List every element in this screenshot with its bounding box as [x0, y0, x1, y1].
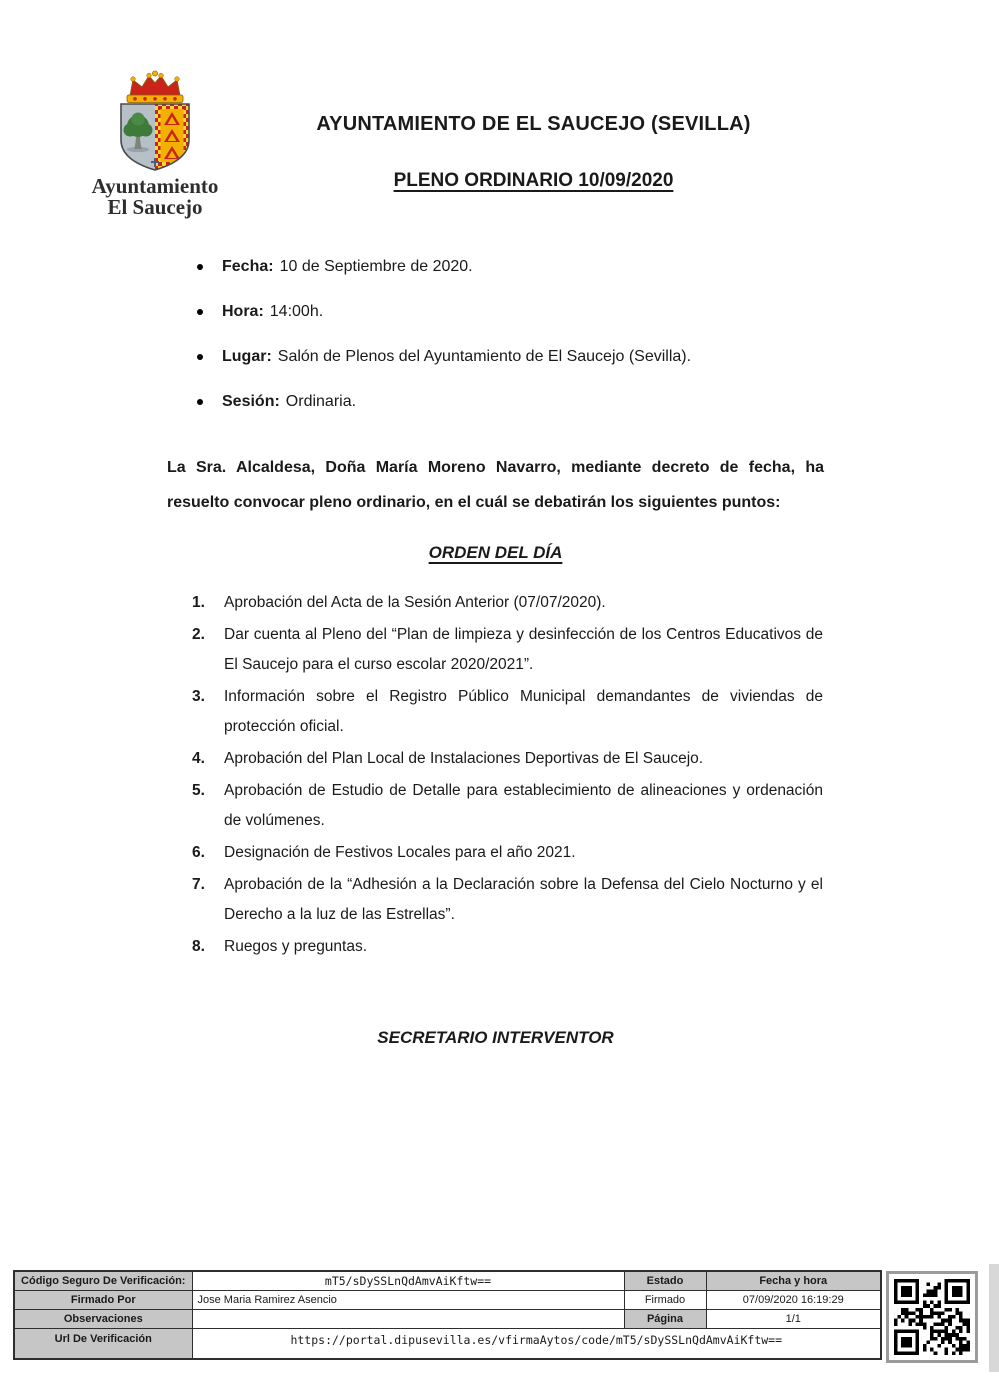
- agenda-item-number: 1.: [192, 594, 205, 611]
- verification-table: [13, 1270, 882, 1360]
- agenda-item-text: Dar cuenta al Pleno del “Plan de limpieza y desinfección de los Centros Educativos de El Saucejo para el curso escolar 2020/2021”.: [224, 626, 823, 673]
- agenda-item-number: 8.: [192, 938, 205, 955]
- agenda-item: [192, 932, 823, 962]
- agenda-item-number: 4.: [192, 750, 205, 767]
- table-row: [14, 1271, 881, 1290]
- firmado-por-label: Firmado Por: [14, 1290, 192, 1309]
- pagina-label: Página: [624, 1309, 706, 1328]
- detail-label: Lugar:: [222, 348, 272, 365]
- detail-value: 10 de Septiembre de 2020.: [279, 258, 473, 275]
- agenda-item-text: Ruegos y preguntas.: [224, 938, 368, 955]
- csv-value: mT5/sDySSLnQdAmvAiKftw==: [192, 1271, 624, 1290]
- table-row: [14, 1290, 881, 1309]
- agenda-item: [192, 588, 823, 618]
- detail-label: Sesión:: [222, 393, 280, 410]
- detail-item-sesion: [197, 390, 837, 414]
- agenda-list: [192, 588, 823, 964]
- pagina-value: 1/1: [706, 1309, 881, 1328]
- bullet-icon: [197, 309, 203, 315]
- agenda-item-number: 3.: [192, 688, 205, 705]
- bullet-icon: [197, 264, 203, 270]
- estado-value: Firmado: [624, 1290, 706, 1309]
- agenda-item: [192, 870, 823, 930]
- observaciones-value: [192, 1309, 624, 1328]
- agenda-item: [192, 776, 823, 836]
- header-titles: [220, 113, 847, 192]
- bullet-icon: [197, 354, 203, 360]
- agenda-item-text: Aprobación del Plan Local de Instalaciones Deportivas de El Saucejo.: [224, 750, 704, 767]
- coat-of-arms-icon: [90, 70, 220, 174]
- fecha-hora-value: 07/09/2020 16:19:29: [706, 1290, 881, 1309]
- page-edge: [989, 1264, 999, 1372]
- crown-icon: [127, 71, 183, 103]
- csv-label: Código Seguro De Verificación:: [14, 1271, 192, 1290]
- detail-value: Ordinaria.: [285, 393, 357, 410]
- detail-item-hora: [197, 300, 837, 324]
- detail-value: Salón de Plenos del Ayuntamiento de El Saucejo (Sevilla).: [277, 348, 692, 365]
- crest-caption-line1: Ayuntamiento: [91, 174, 219, 198]
- agenda-item-number: 2.: [192, 626, 205, 643]
- table-row: [14, 1328, 881, 1359]
- agenda-item-text: Designación de Festivos Locales para el año 2021.: [224, 844, 576, 861]
- document-title: AYUNTAMIENTO DE EL SAUCEJO (SEVILLA): [316, 113, 751, 135]
- detail-item-lugar: [197, 345, 837, 369]
- table-row: [14, 1309, 881, 1328]
- agenda-item-number: 6.: [192, 844, 205, 861]
- qr-code-svg: [890, 1275, 974, 1359]
- firmado-por-value: Jose Maria Ramirez Asencio: [192, 1290, 624, 1309]
- url-label: Url De Verificación: [14, 1328, 192, 1359]
- shield-icon: [121, 104, 189, 170]
- agenda-item-text: Aprobación de Estudio de Detalle para establecimiento de alineaciones y ordenación de volúmenes.: [224, 782, 823, 829]
- detail-item-fecha: [197, 255, 837, 279]
- agenda-item-number: 5.: [192, 782, 205, 799]
- agenda-item: [192, 744, 823, 774]
- crest-caption-line2: El Saucejo: [107, 195, 203, 219]
- municipal-crest: [70, 70, 240, 218]
- qr-code: [886, 1271, 978, 1363]
- signature-title: SECRETARIO INTERVENTOR: [377, 1028, 614, 1047]
- detail-value: 14:00h.: [269, 303, 324, 320]
- url-value: https://portal.dipusevilla.es/vfirmaAytos/code/mT5/sDySSLnQdAmvAiKftw==: [192, 1328, 881, 1359]
- agenda-item-text: Aprobación del Acta de la Sesión Anterior (07/07/2020).: [224, 594, 606, 611]
- intro-paragraph: La Sra. Alcaldesa, Doña María Moreno Navarro, mediante decreto de fecha, ha resuelto convocar pleno ordinario, en el cuál se debatirán los siguientes puntos:: [167, 459, 824, 511]
- agenda-heading: ORDEN DEL DÍA: [428, 543, 563, 562]
- observaciones-label: Observaciones: [14, 1309, 192, 1328]
- detail-label: Hora:: [222, 303, 264, 320]
- crest-caption: [70, 176, 240, 218]
- fecha-hora-label: Fecha y hora: [706, 1271, 881, 1290]
- agenda-item: [192, 682, 823, 742]
- bullet-icon: [197, 399, 203, 405]
- detail-label: Fecha:: [222, 258, 274, 275]
- agenda-item-text: Aprobación de la “Adhesión a la Declaración sobre la Defensa del Cielo Nocturno y el Derecho a la luz de las Estrellas”.: [224, 876, 823, 923]
- agenda-item: [192, 838, 823, 868]
- agenda-item-text: Información sobre el Registro Público Municipal demandantes de viviendas de protección oficial.: [224, 688, 823, 735]
- agenda-item: [192, 620, 823, 680]
- estado-label: Estado: [624, 1271, 706, 1290]
- session-details-list: [197, 255, 837, 435]
- document-subtitle: PLENO ORDINARIO 10/09/2020: [393, 170, 674, 191]
- agenda-item-number: 7.: [192, 876, 205, 893]
